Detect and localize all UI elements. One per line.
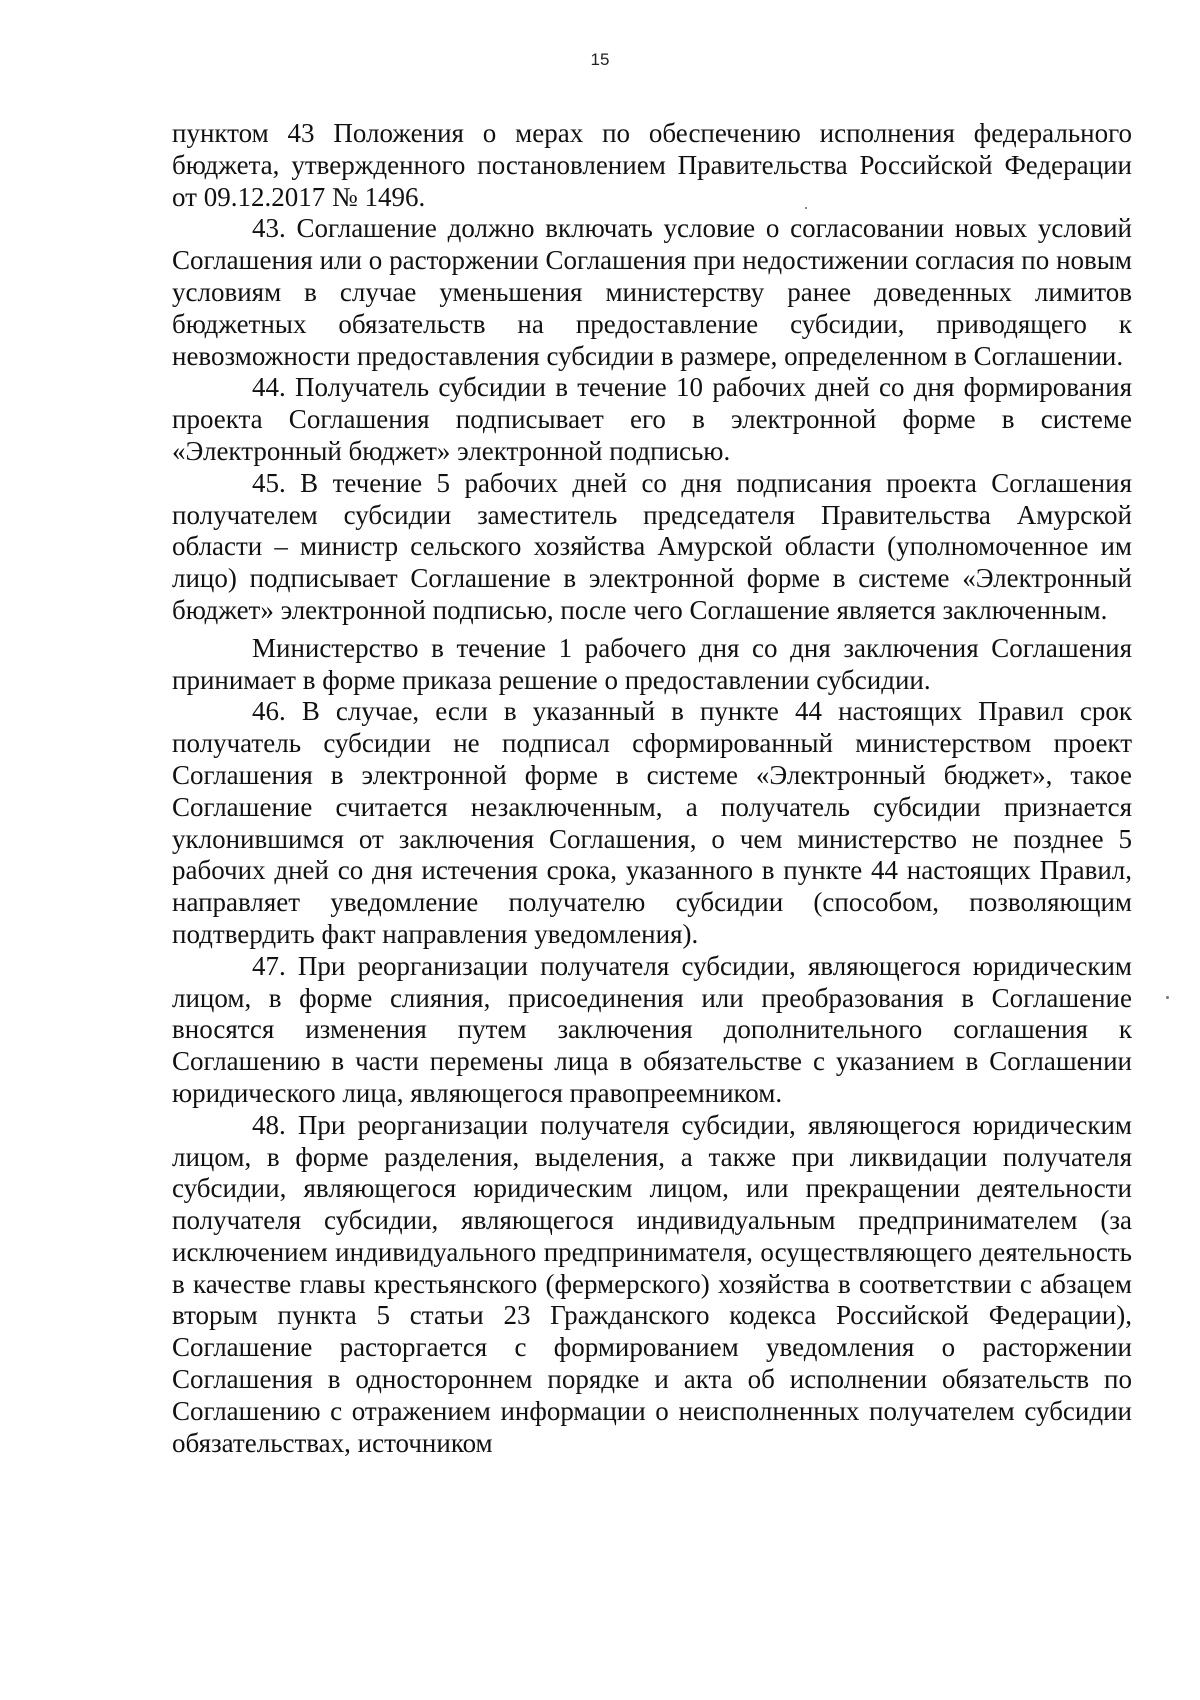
paragraph-44: 44. Получатель субсидии в течение 10 рабочих дней со дня формирования проекта Соглашения подписывает его в электронной форме в системе «Электронный бюджет» электронной подписью.	[172, 372, 1132, 466]
document-body	[172, 118, 1132, 1459]
paragraph-continuation: пунктом 43 Положения о мерах по обеспечению исполнения федерального бюджета, утвержденного постановлением Правительства Российской Федерации от 09.12.2017 № 1496.	[172, 118, 1132, 212]
paragraph-47: 47. При реорганизации получателя субсидии, являющегося юридическим лицом, в форме слияния, присоединения или преобразования в Соглашение вносятся изменения путем заключения дополнительного соглашения к Соглашению в части перемены лица в обязательстве с указанием в Соглашении юридического лица, являющегося правопреемником.	[172, 950, 1132, 1108]
paragraph-48: 48. При реорганизации получателя субсидии, являющегося юридическим лицом, в форме разделения, выделения, а также при ликвидации получателя субсидии, являющегося юридическим лицом, или прекращении деятельности получателя субсидии, являющегося индивидуальным предпринимателем (за исключением индивидуального предпринимателя, осуществляющего деятельность в качестве главы крестьянского (фермерского) хозяйства в соответствии с абзацем вторым пункта 5 статьи 23 Гражданского кодекса Российской Федерации), Соглашение расторгается с формированием уведомления о расторжении Соглашения в одностороннем порядке и акта об исполнении обязательств по Соглашению с отражением информации о неисполненных получателем субсидии обязательствах, источником	[172, 1109, 1132, 1458]
paragraph-46: 46. В случае, если в указанный в пункте 44 настоящих Правил срок получатель субсидии не подписал сформированный министерством проект Соглашения в электронной форме в системе «Электронный бюджет», такое Соглашение считается незаключенным, а получатель субсидии признается уклонившимся от заключения Соглашения, о чем министерство не позднее 5 рабочих дней со дня истечения срока, указанного в пункте 44 настоящих Правил, направляет уведомление получателю субсидии (способом, позволяющим подтвердить факт направления уведомления).	[172, 696, 1132, 949]
paragraph-45-ministry: Министерство в течение 1 рабочего дня со дня заключения Соглашения принимает в форме приказа решение о предоставлении субсидии.	[172, 632, 1132, 695]
scan-speck	[805, 207, 807, 209]
paragraph-43: 43. Соглашение должно включать условие о согласовании новых условий Соглашения или о расторжении Соглашения при недостижении согласия по новым условиям в случае уменьшения министерству ранее доведенных лимитов бюджетных обязательств на предоставление субсидии, приводящего к невозможности предоставления субсидии в размере, определенном в Соглашении.	[172, 213, 1132, 371]
paragraph-45: 45. В течение 5 рабочих дней со дня подписания проекта Соглашения получателем субсидии заместитель председателя Правительства Амурской области – министр сельского хозяйства Амурской области (уполномоченное им лицо) подписывает Соглашение в электронной форме в системе «Электронный бюджет» электронной подписью, после чего Соглашение является заключенным.	[172, 467, 1132, 625]
scan-speck	[1166, 996, 1169, 999]
page-number: 15	[590, 50, 610, 69]
